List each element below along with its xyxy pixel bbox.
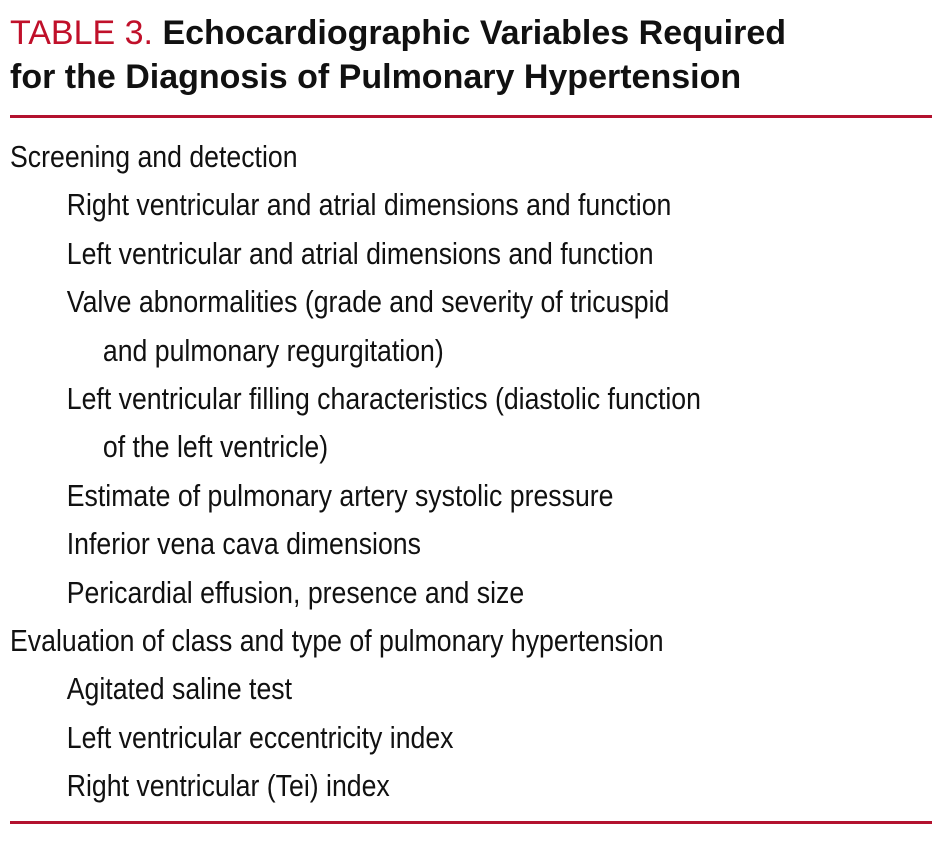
list-item: Left ventricular filling characteristics (diastolic function [66, 380, 701, 416]
list-item: Right ventricular (Tei) index [66, 768, 390, 804]
table-body [10, 135, 801, 812]
list-item: Inferior vena cava dimensions [66, 526, 421, 562]
top-rule-divider [10, 115, 932, 118]
list-item: Valve abnormalities (grade and severity of tricuspid [66, 284, 670, 320]
list-item: Agitated saline test [66, 671, 293, 707]
table-caption [10, 11, 930, 99]
list-item-continuation: of the left ventricle) [102, 429, 329, 465]
table-title-line2: for the Diagnosis of Pulmonary Hypertension [10, 58, 742, 96]
section-heading-evaluation: Evaluation of class and type of pulmonary hypertension [10, 622, 664, 658]
list-item: Left ventricular and atrial dimensions and function [66, 235, 654, 271]
bottom-rule-divider [10, 821, 932, 824]
list-item: Right ventricular and atrial dimensions and function [66, 187, 672, 223]
section-heading-screening: Screening and detection [10, 139, 298, 174]
list-item: Estimate of pulmonary artery systolic pressure [66, 477, 614, 513]
table-label: TABLE 3. [10, 14, 153, 52]
list-item: Left ventricular eccentricity index [66, 719, 454, 755]
list-item: Pericardial effusion, presence and size [66, 574, 525, 610]
table-title-line1: Echocardiographic Variables Required [162, 14, 786, 52]
list-item-continuation: and pulmonary regurgitation) [102, 332, 444, 368]
